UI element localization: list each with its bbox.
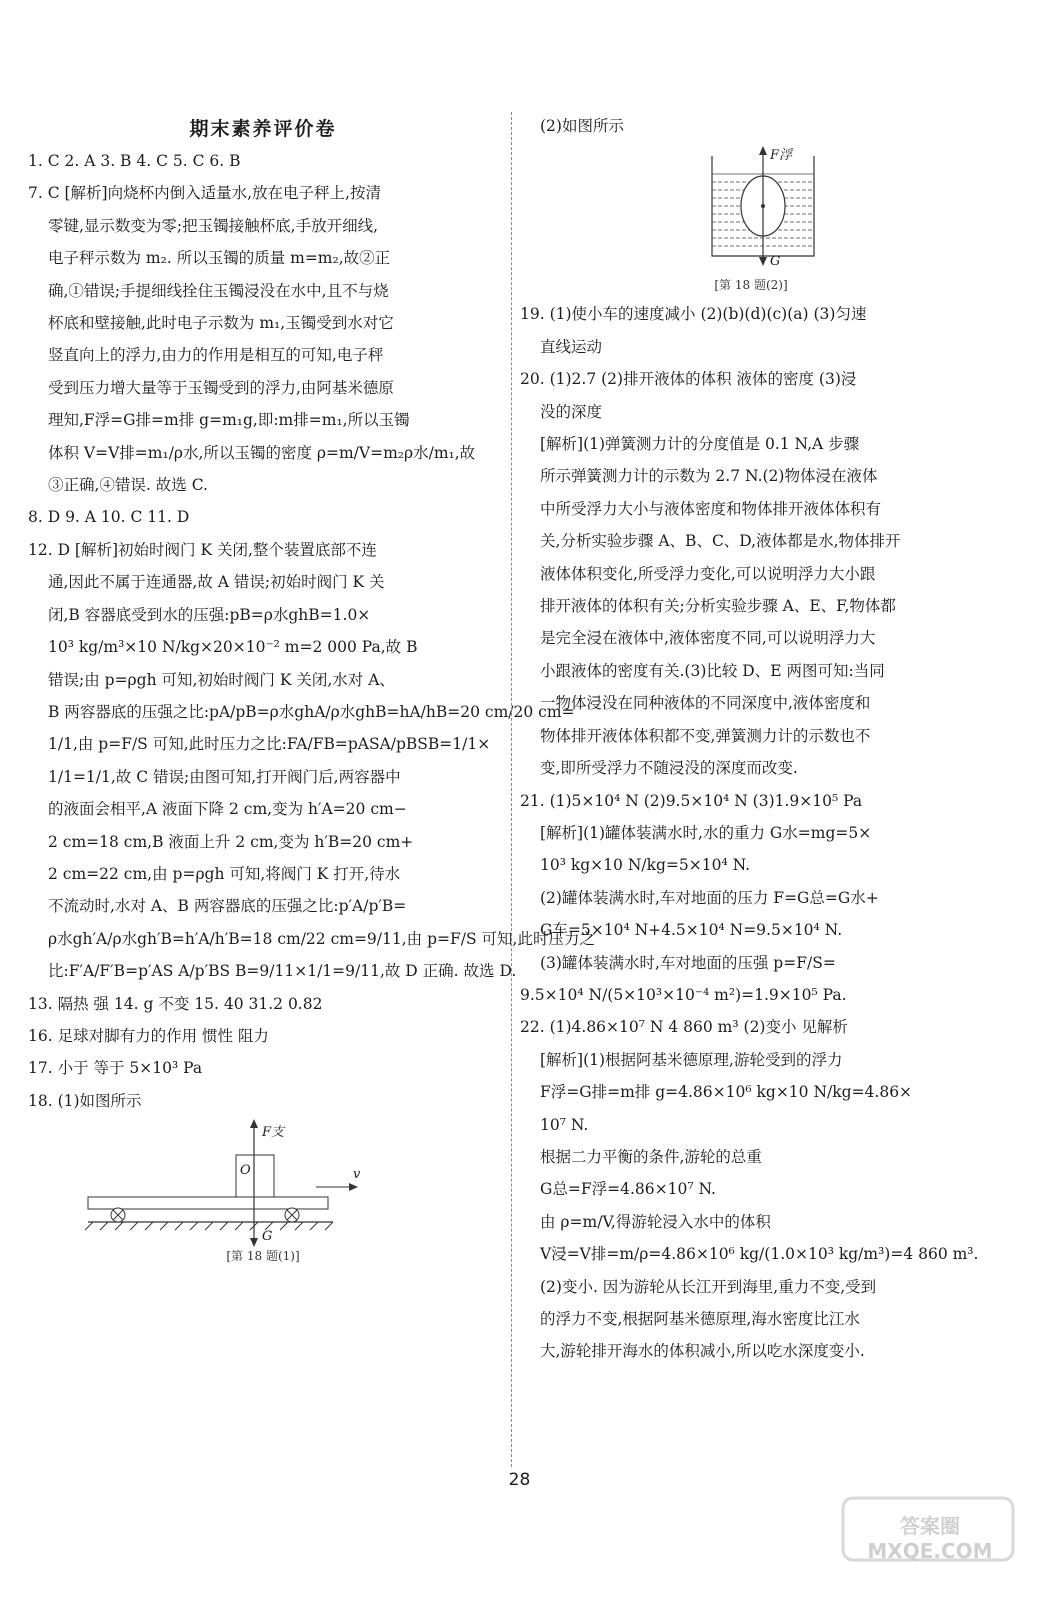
right-text (520, 298, 982, 1367)
text-line: 8. D 9. A 10. C 11. D (28, 508, 190, 527)
text-line: 17. 小于 等于 5×10³ Pa (28, 1059, 203, 1078)
text-line: 直线运动 (540, 337, 603, 356)
fig1-label-o: O (240, 1163, 251, 1179)
text-line: 没的深度 (540, 402, 603, 421)
text-line: 2 cm=18 cm,B 液面上升 2 cm,变为 h′B=20 cm+ (48, 832, 414, 851)
text-line: 19. (1)使小车的速度减小 (2)(b)(d)(c)(a) (3)匀速 (520, 305, 867, 324)
text-line: 1/1,由 p=F/S 可知,此时压力之比:FA/FB=pASA/pBSB=1/1× (48, 735, 491, 754)
text-line: 20. (1)2.7 (2)排开液体的体积 液体的密度 (3)浸 (520, 370, 857, 389)
text-line: ρ水gh′A/ρ水gh′B=h′A/h′B=18 cm/22 cm=9/11,由 p=F/S 可知,此时压力之 (48, 929, 595, 948)
text-line: 是完全浸在液体中,液体密度不同,可以说明浮力大 (540, 629, 876, 648)
text-line: [解析](1)罐体装满水时,水的重力 G水=mg=5× (540, 823, 872, 842)
text-line: 电子秤示数为 m₂. 所以玉镯的质量 m=m₂,故②正 (48, 249, 391, 268)
text-line: 7. C [解析]向烧杯内倒入适量水,放在电子秤上,按清 (28, 184, 381, 203)
text-line: 确,①错误;手提细线拴住玉镯浸没在水中,且不与烧 (48, 281, 389, 300)
text-line: 18. (1)如图所示 (28, 1091, 142, 1110)
fig2-caption: [第 18 题(2)] (714, 278, 788, 293)
text-line: 21. (1)5×10⁴ N (2)9.5×10⁴ N (3)1.9×10⁵ Pa (520, 791, 863, 810)
text-line: V浸=V排=m/ρ=4.86×10⁶ kg/(1.0×10³ kg/m³)=4 860 m³. (540, 1245, 979, 1264)
text-line: (3)罐体装满水时,车对地面的压强 p=F/S= (540, 953, 836, 972)
text-line: 22. (1)4.86×10⁷ N 4 860 m³ (2)变小 见解析 (520, 1018, 848, 1037)
text-line: 变,即所受浮力不随浸没的深度而改变. (540, 759, 798, 778)
fig2-label-fbuoy: F浮 (770, 148, 793, 164)
text-line: 比:F′A/F′B=p′AS A/p′BS B=9/11×1/1=9/11,故 D 正确. 故选 D. (48, 962, 517, 981)
text-line: 小跟液体的密度有关.(3)比较 D、E 两图可知:当同 (540, 661, 885, 680)
text-line: 关,分析实验步骤 A、B、C、D,液体都是水,物体排开 (540, 532, 901, 551)
text-line: 1. C 2. A 3. B 4. C 5. C 6. B (28, 152, 241, 170)
text-line: (2)变小. 因为游轮从长江开到海里,重力不变,受到 (540, 1277, 877, 1296)
fig1-caption: [第 18 题(1)] (226, 1249, 300, 1264)
page-number: 28 (508, 1470, 531, 1490)
text-line: [解析](1)根据阿基米德原理,游轮受到的浮力 (540, 1050, 843, 1069)
text-line: 不流动时,水对 A、B 两容器底的压强之比:p′A/p′B= (48, 897, 407, 916)
text-line: G车=5×10⁴ N+4.5×10⁴ N=9.5×10⁴ N. (540, 921, 843, 940)
watermark-text: 答案圈 MXQE.COM (867, 1514, 993, 1563)
text-line: 液体体积变化,所受浮力变化,可以说明浮力大小跟 (540, 564, 876, 583)
text-line: 1/1=1/1,故 C 错误;由图可知,打开阀门后,两容器中 (48, 767, 401, 786)
text-line: 由 ρ=m/V,得游轮浸入水中的体积 (540, 1212, 771, 1231)
text-line: ③正确,④错误. 故选 C. (48, 476, 208, 495)
text-line: 10³ kg/m³×10 N/kg×20×10⁻² m=2 000 Pa,故 B (48, 638, 418, 657)
text-line: 理知,F浮=G排=m排 g=m₁g,即:m排=m₁,所以玉镯 (48, 411, 410, 430)
text-line: 体积 V=V排=m₁/ρ水,所以玉镯的密度 ρ=m/V=m₂ρ水/m₁,故 (48, 443, 476, 462)
text-line: 16. 足球对脚有力的作用 惯性 阻力 (28, 1026, 269, 1045)
column-divider (511, 112, 512, 1467)
text-line: 杯底和壁接触,此时电子示数为 m₁,玉镯受到水对它 (48, 314, 394, 333)
text-line: 10³ kg×10 N/kg=5×10⁴ N. (540, 856, 751, 875)
text-line: 中所受浮力大小与液体密度和物体排开液体体积有 (540, 499, 882, 518)
text-line: 13. 隔热 强 14. g 不变 15. 40 31.2 0.82 (28, 994, 323, 1013)
text-line: 所示弹簧测力计的示数为 2.7 N.(2)物体浸在液体 (540, 467, 878, 486)
figure-18-1 (28, 1119, 498, 1269)
right-column (520, 110, 982, 1368)
text-line: 10⁷ N. (540, 1115, 589, 1134)
figure-18-2 (520, 144, 982, 296)
text-line: 一物体浸没在同种液体的不同深度中,液体密度和 (540, 694, 871, 713)
text-line: 大,游轮排开海水的体积减小,所以吃水深度变小. (540, 1342, 865, 1361)
floating-object-diagram (520, 144, 982, 274)
text-line: 12. D [解析]初始时阀门 K 关闭,整个装置底部不连 (28, 540, 377, 559)
text-line: 错误;由 p=ρgh 可知,初始时阀门 K 关闭,水对 A、 (48, 670, 395, 689)
text-line: 的液面会相平,A 液面下降 2 cm,变为 h′A=20 cm− (48, 800, 407, 819)
text-line: [解析](1)弹簧测力计的分度值是 0.1 N,A 步骤 (540, 435, 860, 454)
fig1-label-fsupport: F支 (262, 1125, 285, 1141)
text-line: 9.5×10⁴ N/(5×10³×10⁻⁴ m²)=1.9×10⁵ Pa. (520, 985, 847, 1004)
fig2-label-g: G (770, 254, 781, 270)
watermark-logo (835, 1492, 1025, 1592)
text-line: (2)罐体装满水时,车对地面的压力 F=G总=G水+ (540, 888, 879, 907)
text-line: F浮=G排=m排 g=4.86×10⁶ kg×10 N/kg=4.86× (540, 1083, 913, 1102)
fig2-intro: (2)如图所示 (540, 117, 624, 135)
text-line: 根据二力平衡的条件,游轮的总重 (540, 1147, 762, 1166)
text-line: 零键,显示数变为零;把玉镯接触杯底,手放开细线, (48, 216, 379, 235)
fig1-label-g: G (262, 1229, 273, 1245)
text-line: 2 cm=22 cm,由 p=ρgh 可知,将阀门 K 打开,待水 (48, 864, 401, 883)
text-line: 闭,B 容器底受到水的压强:pB=ρ水ghB=1.0× (48, 605, 371, 624)
text-line: 物体排开液体体积都不变,弹簧测力计的示数也不 (540, 726, 871, 745)
text-line: 通,因此不属于连通器,故 A 错误;初始时阀门 K 关 (48, 573, 385, 592)
page-title: 期末素养评价卷 (189, 118, 337, 140)
text-line: G总=F浮=4.86×10⁷ N. (540, 1180, 716, 1199)
text-line: 的浮力不变,根据阿基米德原理,海水密度比江水 (540, 1310, 860, 1328)
fig1-label-v: v (353, 1167, 361, 1183)
text-line: 受到压力增大量等于玉镯受到的浮力,由阿基米德原 (48, 378, 394, 397)
text-line: 排开液体的体积有关;分析实验步骤 A、E、F,物体都 (540, 597, 896, 616)
text-line: 竖直向上的浮力,由力的作用是相互的可知,电子秤 (48, 346, 384, 365)
text-line: B 两容器底的压强之比:pA/pB=ρ水ghA/ρ水ghB=hA/hB=20 cm/20 cm= (48, 702, 575, 721)
